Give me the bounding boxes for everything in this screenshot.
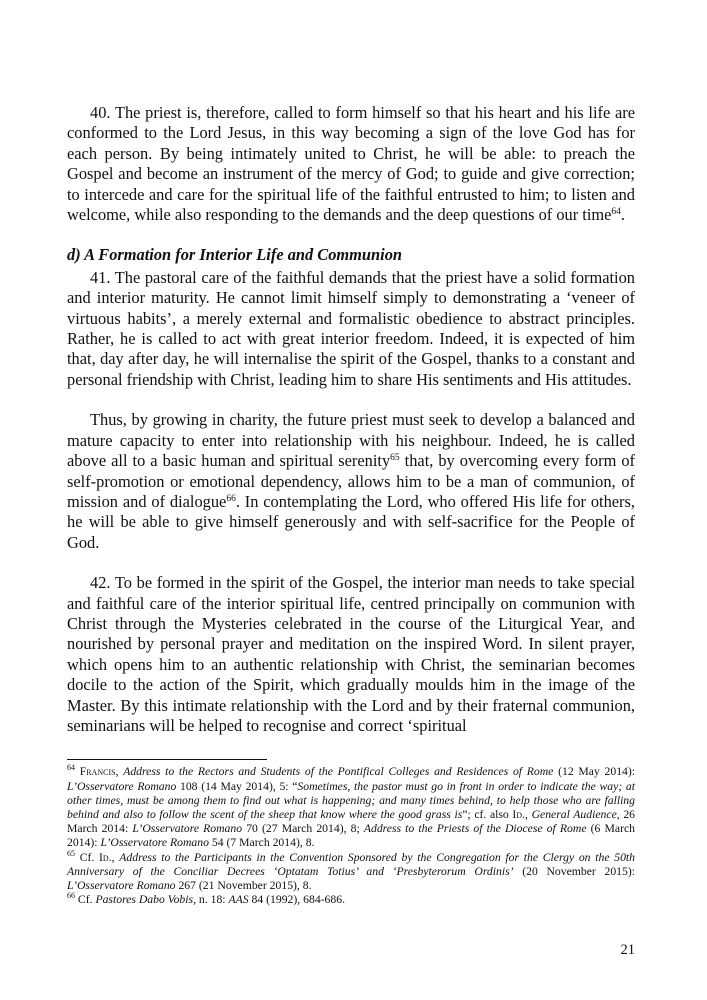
- paragraph-40: [67, 103, 635, 225]
- footnote-ref-64[interactable]: 64: [611, 207, 621, 218]
- footnote-65-title: Address to the Participants in the Convention Sponsored by the Congregation for the Clergy on the 50th Anniversary of the Conciliar Decrees ‘Optatam Totius’ and ‘Presbyterorum Ordinis’: [67, 850, 635, 878]
- page-number: 21: [620, 942, 635, 958]
- paragraph-41-continued: [67, 410, 635, 553]
- page-body: [67, 103, 635, 907]
- footnote-65-number: 65: [67, 848, 75, 858]
- paragraph-40-end: .: [620, 205, 626, 225]
- footnote-64-journal-3: L’Osservatore Romano: [100, 836, 209, 850]
- footnote-64: $^{64}$ Francis, Address to the Rectors and Students of the Pontifical Colleges and Residences of Rome (12 May 2014): L’Osservatore Romano 108 (14 May 2014), 5: “Sometimes, the pastor must go in front in order to indicate the way; at other times, must be among them to find out what is happening; and many times behind, to help those who are falling behind and also to follow the scent of the sheep that know where the good grass is”; cf. also Id., General Audience, 26 March 2014: L’Osservatore Romano 70 (27 March 2014), 8; Address to the Priests of the Diocese of Rome (6 March 2014): L’Osservatore Romano 54 (7 March 2014), 8.: [67, 763, 636, 850]
- footnote-64-journal-2: L’Osservatore Romano: [132, 822, 243, 836]
- footnote-65-journal: L’Osservatore Romano: [67, 879, 176, 892]
- footnote-ref-66[interactable]: 66: [226, 493, 236, 504]
- footnote-ref-65[interactable]: 65: [390, 453, 400, 464]
- footnote-66-title: Pastores Dabo Vobis: [95, 893, 194, 907]
- footnote-64-quote: Sometimes, the pastor must go in front in order to indicate the way; at other times, must be among them to find out what is happening; and many times behind, to help those who are falling behind and also to follow the scent of the sheep that know where the good grass is: [67, 779, 635, 821]
- footnote-65-ibid: Id.: [99, 850, 112, 864]
- paragraph-40-text: 40. The priest is, therefore, called to form himself so that his heart and his life are conformed to the Lord Jesus, in this way becoming a sign of the love God has for each person. By being intimately united to Christ, he will be able: to preach the Gospel and become an instrument of the mercy of God; to guide and give correction; to intercede and care for the spiritual life of the faithful entrusted to him; to listen and welcome, while also responding to the demands and the deep questions of our time: [67, 103, 635, 225]
- footnote-64-title-2: General Audience: [531, 807, 617, 821]
- footnote-64-author: Francis: [79, 765, 116, 779]
- footnote-66-journal: AAS: [228, 893, 249, 907]
- footnote-64-title: Address to the Rectors and Students of the Pontifical Colleges and Residences of Rome: [123, 765, 554, 779]
- paragraph-41b-part-b: that, by overcoming every form of self-promotion or emotional dependency, allows him to be a man of communion, of mission and of dialogue: [67, 451, 635, 511]
- footnote-64-journal: L’Osservatore Romano: [67, 779, 177, 793]
- footnote-64-number: 64: [67, 763, 75, 773]
- footnote-65: $^{65}$ Cf. Id., Address to the Participants in the Convention Sponsored by the Congregation for the Clergy on the 50th Anniversary of the Conciliar Decrees ‘Optatam Totius’ and ‘Presbyterorum Ordinis’ (20 November 2015): L’Osservatore Romano 267 (21 November 2015), 8.: [67, 848, 635, 892]
- footnote-separator: [67, 759, 267, 760]
- footnote-64-title-3: Address to the Priests of the Diocese of Rome: [363, 822, 587, 836]
- footnote-66-number: 66: [67, 891, 75, 901]
- paragraph-42: 42. To be formed in the spirit of the Gospel, the interior man needs to take special and faithful care of the interior spiritual life, centred principally on communion with Christ through the Mysteries celebrated in the course of the Liturgical Year, and nourished by personal prayer and meditation on the inspired Word. In silent prayer, which opens him to an authentic relationship with Christ, the seminarian becomes docile to the action of the Spirit, which gradually moulds him in the image of the Master. By this intimate relationship with the Lord and by their fraternal communion, seminarians will be helped to recognise and correct ‘spiritual: [67, 573, 635, 735]
- section-heading: d) A Formation for Interior Life and Communion: [67, 245, 403, 265]
- paragraph-41b-part-a: Thus, by growing in charity, the future priest must seek to develop a balanced and mature capacity to enter into relationship with his neighbour. Indeed, he is called above all to a basic human and spiritual serenity: [67, 410, 635, 471]
- footnote-64-ibid: Id.: [512, 807, 525, 821]
- paragraph-41b-part-c: . In contemplating the Lord, who offered His life for others, he will be able to give himself generously and with self-sacrifice for the People of God.: [67, 491, 635, 552]
- paragraph-41: 41. The pastoral care of the faithful demands that the priest have a solid formation and interior maturity. He cannot limit himself simply to demonstrating a ‘veneer of virtuous habits’, a merely external and formalistic obedience to abstract principles. Rather, he is called to act with great interior freedom. Indeed, it is expected of him that, day after day, he will internalise the spirit of the Gospel, thanks to a constant and personal friendship with Christ, leading him to share His sentiments and His attitudes.: [67, 267, 635, 389]
- footnote-66: $^{66}$ Cf. Pastores Dabo Vobis, n. 18: AAS 84 (1992), 684-686.: [67, 891, 346, 907]
